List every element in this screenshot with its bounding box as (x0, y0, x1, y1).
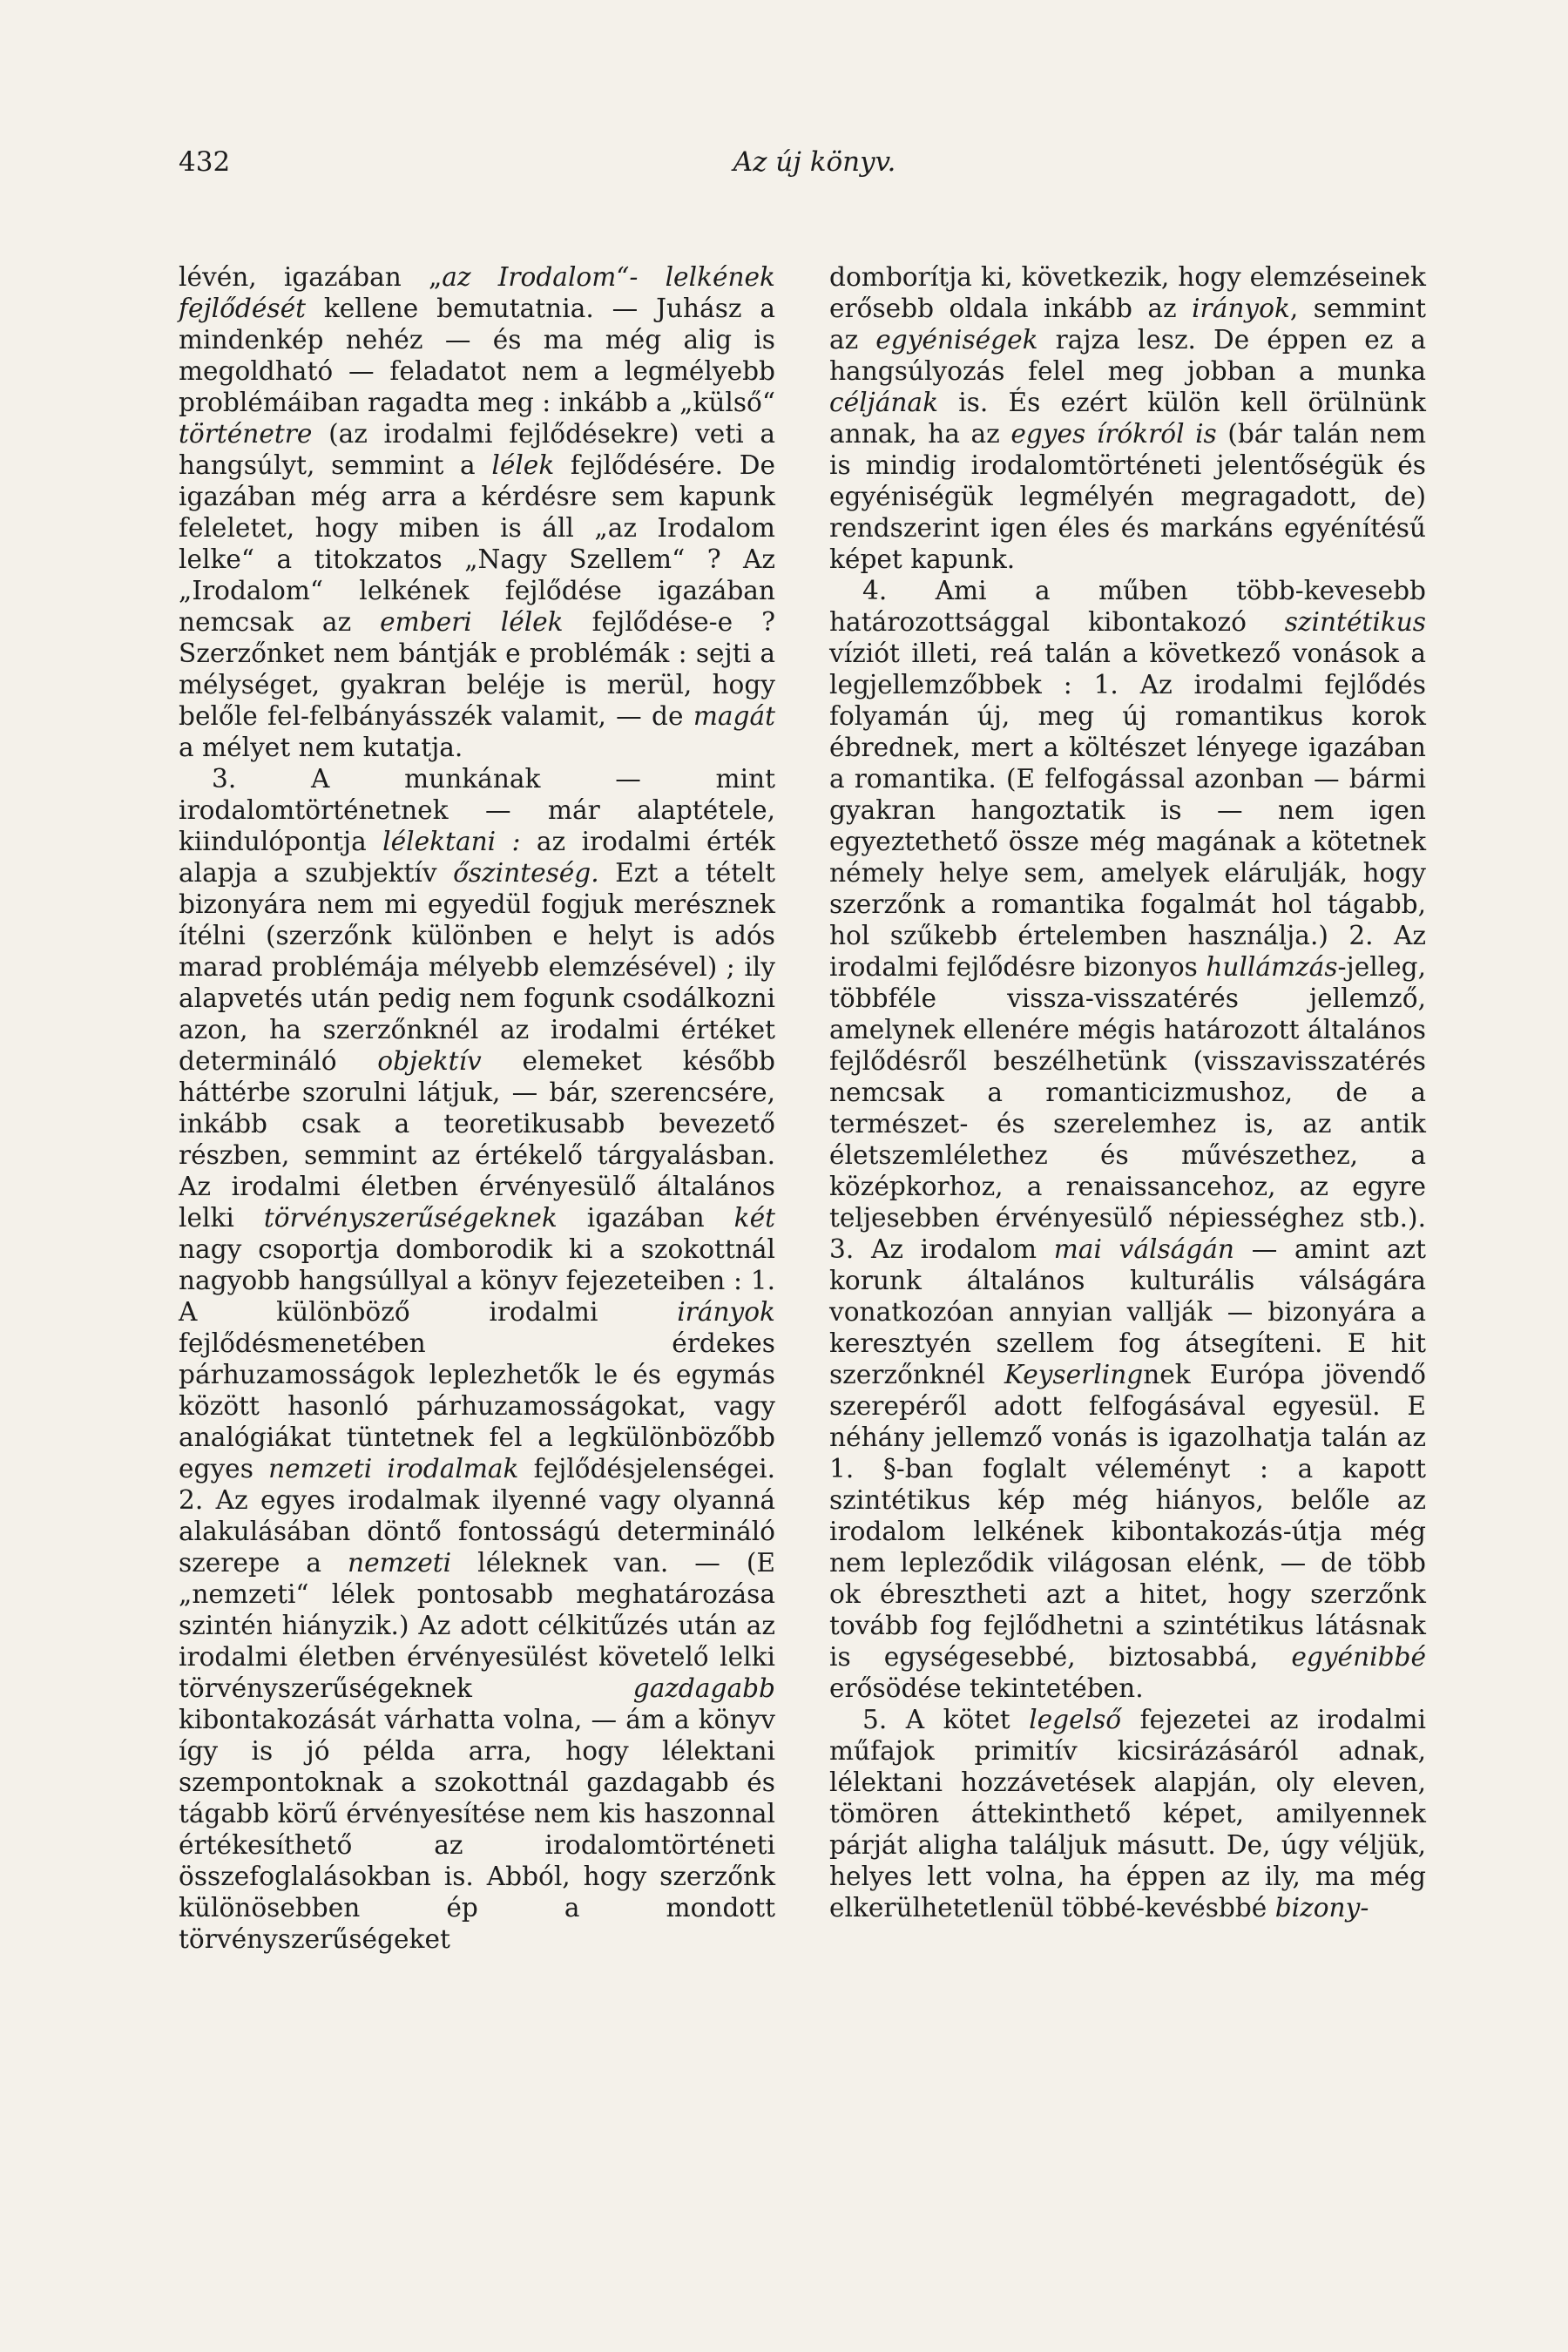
text-run: -jelleg, többféle vissza-visszatérés jellemző, amelynek ellenére mégis határozott általános fejlődésről beszélhetünk (visszavisszatérés nemcsak a romanticizmushoz, de a természet- és szerelemhez is, az antik életszemlélethez és művészethez, a középkorhoz, a renaissancehoz, az egyre teljesebben érvényesülő népiességhez stb.). 3. Az irodalom (829, 952, 1426, 1264)
text-run: (bár talán nem is mindig irodalomtörténeti jelentőségük és egyéniségük legmélyén megragadott, de) rendszerint igen éles és markáns egyénítésű képet kapunk. (829, 419, 1427, 574)
emphasis-text: egyénibbé (1291, 1642, 1426, 1672)
text-run: 4. Ami a műben több-kevesebb határozottsággal kibontakozó (829, 576, 1426, 637)
text-run: kellene bemutatnia. — Juhász a mindenkép nehéz — és ma még alig is megoldható — feladatot nem a legmélyebb problémáiban ragadta meg : inkább a „külső“ (179, 294, 775, 417)
text-run: kibontakozását várhatta volna, — ám a könyv így is jó példa arra, hogy lélektani szempontoknak a szokottnál gazdagabb és tágabb körű érvényesítése nem kis haszonnal értékesíthető az irodalomtörténeti összefoglalásokban is. Abból, hogy szerzőnk különösebben ép a mondott törvényszerűségeket (179, 1705, 775, 1954)
text-run: 5. A kötet (862, 1705, 1030, 1734)
left-column (179, 261, 775, 1955)
paragraph (179, 261, 775, 763)
emphasis-text: emberi lélek (380, 607, 564, 637)
text-run: nek Európa jövendő szerepéről adott felfogásával egyesül. E néhány jellemző vonás is igazolhatja talán az 1. §-ban foglalt véleményt : a kapott szintétikus kép még hiányos, belőle az irodalom lelkének kibontakozás-útja még nem lepleződik világosan elénk, — de több ok ébresztheti azt a hitet, hogy szerzőnk tovább fog fejlődhetni a szintétikus látásnak is egységesebbé, biztosabbá, (829, 1360, 1426, 1672)
emphasis-text: irányok (1192, 294, 1290, 323)
emphasis-text: objektív (377, 1046, 482, 1076)
emphasis-text: céljának (829, 388, 939, 417)
paragraph (829, 1704, 1426, 1923)
page-header (179, 146, 1398, 185)
emphasis-text: az Irodalom“- lelkének fejlődését (179, 262, 775, 323)
text-run: az irodalmi érték alapja a szubjektív (179, 827, 775, 888)
text-run: — amint azt korunk általános kulturális válságára vonatkozóan annyian vallják — bizonyára a keresztyén szellem fog átsegíteni. E hit szerzőnknél (829, 1234, 1426, 1389)
text-run: fejlődésmenetében érdekes párhuzamosságok leplezhetők le és egymás között hasonló párhuzamosságokat, vagy analógiákat tüntetnek fel a legkülönbözőbb egyes (179, 1328, 775, 1484)
emphasis-text: magát (693, 701, 775, 731)
emphasis-text: Keyserling (1004, 1360, 1144, 1389)
emphasis-text: egyes írókról is (1010, 419, 1217, 449)
text-run: víziót illeti, reá talán a következő vonások a legjellemzőbbek : 1. Az irodalmi fejlődés folyamán új, meg új romantikus korok ébrednek, mert a költészet lényege igazában a romantika. (E felfogással azonban — bármi gyakran hangoztatik is — nem igen egyeztethető össze még magának a kötetnek némely helye sem, amelyek elárulják, hogy szerzőnk a romantika fogalmát hol tágabb, hol szűkebb értelemben használja.) 2. Az irodalmi fejlődésre bizonyos (829, 639, 1426, 982)
text-run: is. És ezért külön kell örülnünk annak, ha az (829, 388, 1426, 449)
emphasis-text: gazdagabb (632, 1673, 775, 1703)
emphasis-text: nemzeti irodalmak (268, 1454, 519, 1484)
text-run: fejezetei az irodalmi műfajok primitív kicsirázásáról adnak, lélektani hozzávetések alapján, oly eleven, tömören áttekinthető képet, amilyennek párját aligha találjuk másutt. De, úgy véljük, helyes lett volna, ha éppen az ily, ma még elkerülhetetlenül többé-kevésbbé (829, 1705, 1426, 1923)
text-run: Ezt a tételt bizonyára nem mi egyedül fogjuk merésznek ítélni (szerzőnk különben e helyt is adós marad problémája mélyebb elemzésével) ; ily alapvetés után pedig nem fogunk csodálkozni azon, ha szerzőnknél az irodalmi értéket determináló (179, 858, 775, 1076)
text-run: elemeket később háttérbe szorulni látjuk, — bár, szerencsére, inkább csak a teoretikusabb bevezető részben, semmint az értékelő tárgyalásban. Az irodalmi életben érvényesülő általános lelki (179, 1046, 775, 1233)
text-run: , semmint az (829, 294, 1426, 355)
text-run: nagy csoportja domborodik ki a szokottnál nagyobb hangsúllyal a könyv fejezeteiben : 1. A különböző irodalmi (179, 1234, 775, 1327)
emphasis-text: őszinteség. (453, 858, 599, 888)
text-run: (az irodalmi fejlődésekre) veti a hangsúlyt, semmint a (179, 419, 775, 480)
emphasis-text: mai válságán (1053, 1234, 1234, 1264)
emphasis-text: bizony- (1274, 1893, 1369, 1923)
text-run: fejlődésére. De igazában még arra a kérdésre sem kapunk feleletet, hogy miben is áll „az Irodalom lelke“ a titokzatos „Nagy Szellem“ ? Az „Irodalom“ lelkének fejlődése igazában nemcsak az (179, 450, 775, 637)
text-run: rajza lesz. De éppen ez a hangsúlyozás felel meg jobban a munka (829, 325, 1426, 386)
emphasis-text: irányok (677, 1297, 775, 1327)
text-run: a mélyet nem kutatja. (179, 733, 463, 762)
paragraph (829, 261, 1426, 575)
emphasis-text: legelső (1029, 1705, 1122, 1734)
emphasis-text: két (733, 1203, 775, 1233)
running-title: Az új könyv. (733, 146, 896, 178)
emphasis-text: hullámzás (1206, 952, 1338, 982)
text-run: erősödése tekintetében. (829, 1673, 1144, 1703)
emphasis-text: nemzeti (348, 1548, 452, 1578)
paragraph (179, 763, 775, 1955)
text-run: fejlődésjelenségei. 2. Az egyes irodalmak ilyenné vagy olyanná alakulásában döntő fontosságú determináló szerepe a (179, 1454, 775, 1578)
emphasis-text: szintétikus (1284, 607, 1426, 637)
text-run: igazában (557, 1203, 734, 1233)
emphasis-text: történetre (179, 419, 313, 449)
text-run: fejlődése-e ? Szerzőnket nem bántják e problémák : sejti a mélységet, gyakran beléje is merül, hogy belőle fel-felbányásszék valamit, — de (179, 607, 775, 731)
text-run: 3. A munkának — mint irodalomtörténetnek — már alaptétele, kiindulópontja (179, 764, 775, 856)
emphasis-text: lélek (491, 450, 555, 480)
text-run: lévén, igazában „ (179, 262, 443, 292)
page-number: 432 (179, 146, 231, 178)
paragraph (829, 575, 1426, 1704)
text-run: domborítja ki, következik, hogy elemzéseinek erősebb oldala inkább az (829, 262, 1426, 323)
text-run: léleknek van. — (E „nemzeti“ lélek pontosabb meghatározása szintén hiányzik.) Az adott célkitűzés után az irodalmi életben érvényesülést követelő lelki törvényszerűségeknek (179, 1548, 775, 1703)
emphasis-text: törvényszerűségeknek (263, 1203, 558, 1233)
emphasis-text: lélektani : (382, 827, 521, 856)
emphasis-text: egyéniségek (875, 325, 1038, 355)
right-column (829, 261, 1426, 1923)
